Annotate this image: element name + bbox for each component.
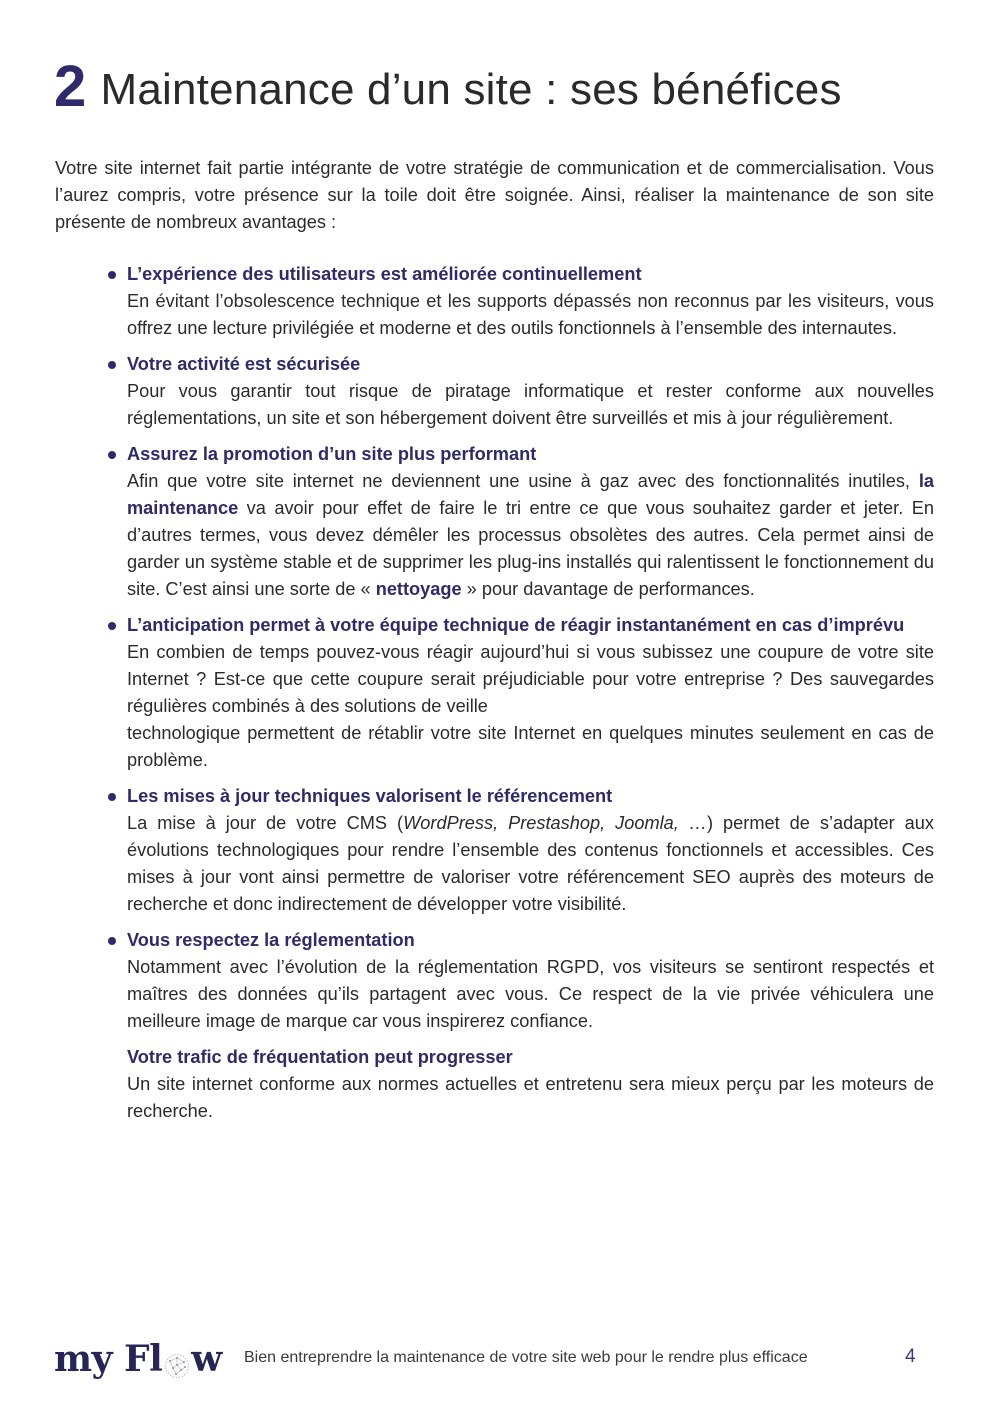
benefit-heading: Les mises à jour techniques valorisent le référencement xyxy=(127,786,613,806)
benefit-body xyxy=(127,468,934,603)
globe-network-icon xyxy=(164,1346,190,1372)
benefit-item xyxy=(127,441,934,603)
page-number: 4 xyxy=(905,1346,916,1367)
benefit-item xyxy=(127,612,934,774)
benefit-heading: L’expérience des utilisateurs est améliorée continuellement xyxy=(127,264,642,284)
logo-text: w xyxy=(191,1338,222,1380)
benefit-item xyxy=(127,783,934,918)
body-text: En combien de temps pouvez-vous réagir aujourd’hui si vous subissez une coupure de votre site Internet ? Est-ce que cette coupure serait préjudiciable pour votre entreprise ? Des sauvegardes régulières combinés à des solutions de veille xyxy=(127,642,934,716)
intro-paragraph: Votre site internet fait partie intégrante de votre stratégie de communication et de commercialisation. Vous l’aurez compris, votre présence sur la toile doit être soignée. Ainsi, réaliser la maintenance de son site présente de nombreux avantages : xyxy=(55,158,934,232)
body-text: Afin que votre site internet ne deviennent une usine à gaz avec des fonctionnalités inutiles, xyxy=(127,471,919,491)
footer-tagline: Bien entreprendre la maintenance de votre site web pour le rendre plus efficace xyxy=(244,1349,808,1366)
benefit-heading: Assurez la promotion d’un site plus performant xyxy=(127,444,537,464)
benefit-heading: L’anticipation permet à votre équipe technique de réagir instantanément en cas d’imprévu xyxy=(127,615,905,635)
cms-examples: WordPress, Prestashop, Joomla, … xyxy=(403,813,708,833)
myflow-logo xyxy=(54,1339,222,1379)
benefit-item xyxy=(127,1044,934,1125)
benefit-body xyxy=(127,639,934,774)
bullet-icon xyxy=(108,793,116,801)
title-text: Maintenance d’un site : ses bénéfices xyxy=(100,65,842,114)
bullet-icon xyxy=(108,451,116,459)
benefit-item xyxy=(127,351,934,432)
benefit-body: Notamment avec l’évolution de la réglementation RGPD, vos visiteurs se sentiront respectés et maîtres des données qu’ils partagent avec vous. Ce respect de la vie privée véhiculera une meilleure image de marque car vous inspirerez confiance. xyxy=(127,957,934,1031)
benefit-item xyxy=(127,927,934,1035)
bullet-icon xyxy=(108,361,116,369)
highlight-nettoyage: nettoyage xyxy=(375,579,462,599)
benefit-body: Un site internet conforme aux normes actuelles et entretenu sera mieux perçu par les moteurs de recherche. xyxy=(127,1074,934,1121)
benefit-item xyxy=(127,261,934,342)
bullet-icon xyxy=(108,937,116,945)
highlight-maintenance: la maintenance xyxy=(127,471,934,518)
benefit-body: En évitant l’obsolescence technique et les supports dépassés non reconnus par les visiteurs, vous offrez une lecture privilégiée et moderne et des outils fonctionnels à l’ensemble des internautes. xyxy=(127,291,934,338)
benefits-list xyxy=(127,261,934,1134)
body-text: La mise à jour de votre CMS ( xyxy=(127,813,404,833)
benefit-heading: Votre activité est sécurisée xyxy=(127,354,361,374)
benefit-heading: Votre trafic de fréquentation peut progresser xyxy=(127,1047,513,1067)
body-text: va avoir pour effet de faire le tri entre ce que vous souhaitez garder et jeter. En d’autres termes, vous devez démêler les processus obsolètes des autres. Cela permet ainsi de garder un système stable et de supprimer les plug-ins installés qui ralentissent le fonctionnement du site. C’est ainsi une sorte de « xyxy=(127,498,934,599)
section-number: 2 xyxy=(54,54,87,119)
bullet-icon xyxy=(108,622,116,630)
benefit-heading: Vous respectez la réglementation xyxy=(127,930,415,950)
body-text: technologique permettent de rétablir votre site Internet en quelques minutes seulement en cas de problème. xyxy=(127,723,934,770)
benefit-body: Pour vous garantir tout risque de piratage informatique et rester conforme aux nouvelles réglementations, un site et son hébergement doivent être surveillés et mis à jour régulièrement. xyxy=(127,381,934,428)
logo-text: my Fl xyxy=(54,1338,163,1380)
benefit-body xyxy=(127,810,934,918)
body-text: ) permet de s’adapter aux évolutions technologiques pour rendre l’ensemble des contenus fonctionnels et accessibles. Ces mises à jour vont ainsi permettre de valoriser votre référencement SEO auprès des moteurs de recherche et donc indirectement de développer votre visibilité. xyxy=(127,813,934,914)
page-footer xyxy=(0,1335,1000,1385)
body-text: » pour davantage de performances. xyxy=(461,579,755,599)
bullet-icon xyxy=(108,271,116,279)
page-title xyxy=(54,52,842,125)
